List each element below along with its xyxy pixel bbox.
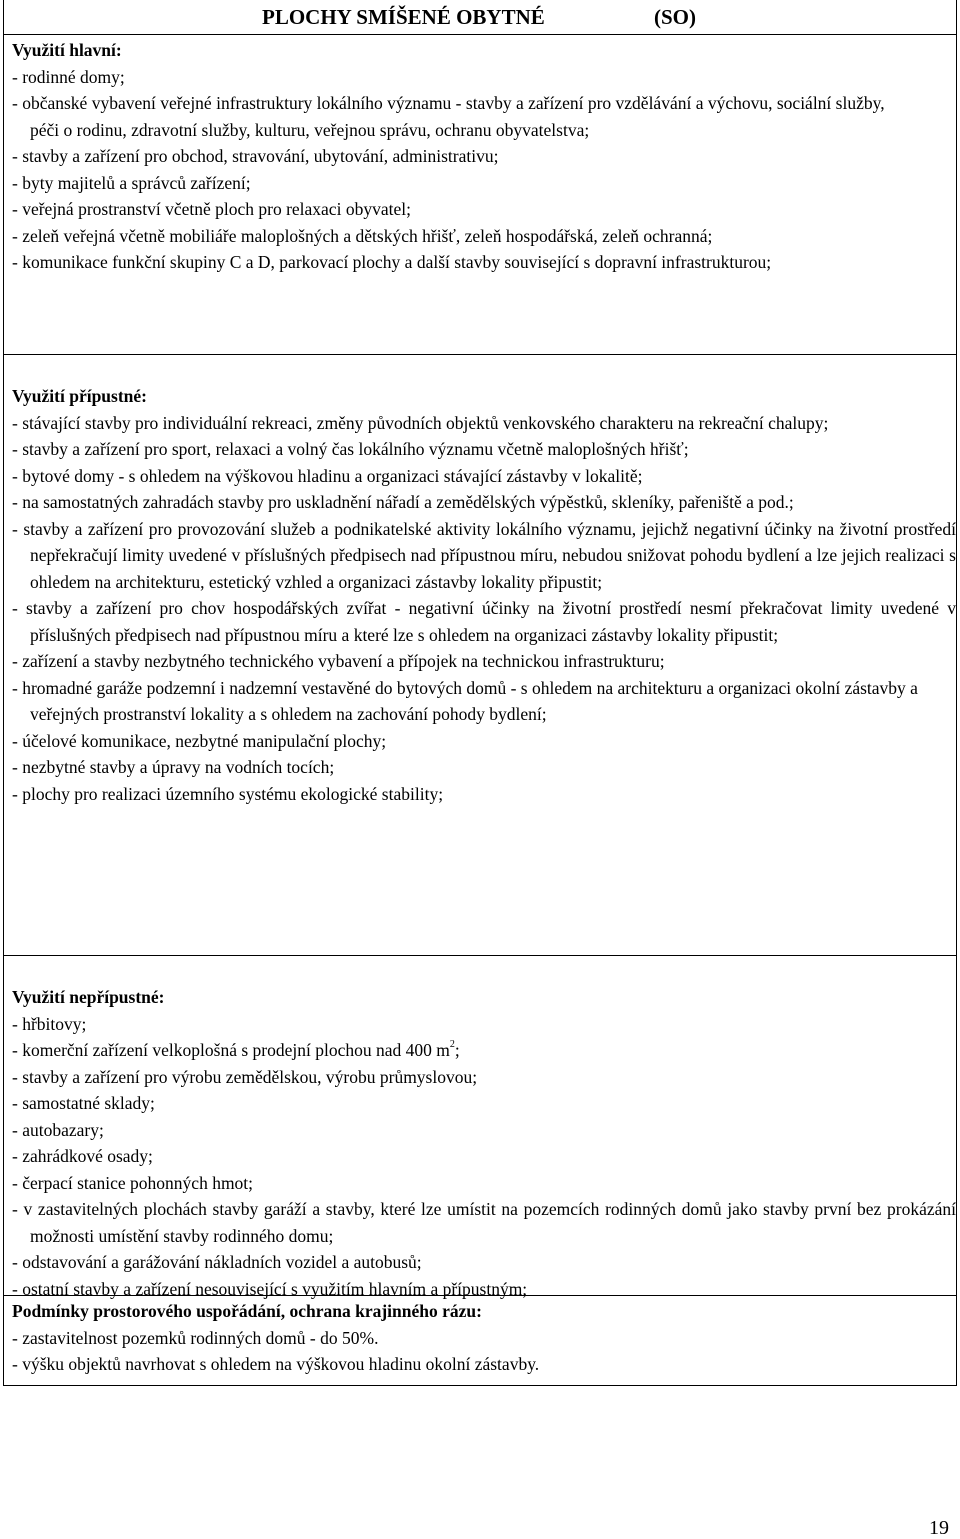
- list-item: - samostatné sklady;: [12, 1093, 155, 1113]
- list-item: - zahrádkové osady;: [12, 1146, 153, 1166]
- list-item: - stávající stavby pro individuální rekreaci, změny původních objektů venkovského charakteru na rekreační chalupy;: [12, 412, 829, 433]
- section-heading: Využití nepřípustné:: [12, 987, 165, 1007]
- section-prohibited-use: [4, 955, 956, 1299]
- list-item: - zeleň veřejná včetně mobiliáře maloplošných a dětských hřišť, zeleň hospodářská, zeleň ochranná;: [12, 225, 713, 246]
- section-spatial-conditions: [4, 1295, 956, 1378]
- section-heading: Využití přípustné:: [12, 386, 148, 406]
- list-item: - stavby a zařízení pro sport, relaxaci a volný čas lokálního významu včetně maloplošných hřišť;: [12, 439, 689, 459]
- title-row: [4, 0, 956, 35]
- list-item: - občanské vybavení veřejné infrastruktury lokálního významu - stavby a zařízení pro vzdělávání a výchovu, sociální služby, péči o rodinu, zdravotní služby, kulturu, veřejnou správu, ochranu obyvatelstva;: [12, 93, 885, 140]
- list-item: - výšku objektů navrhovat s ohledem na výškovou hladinu okolní zástavby.: [12, 1354, 540, 1374]
- list-item: - v zastavitelných plochách stavby garáží a stavby, které lze umístit na pozemcích rodinných domů jako stavby první bez prokázání možnosti umístění stavby rodinného domu;: [12, 1199, 956, 1246]
- list-item: - čerpací stanice pohonných hmot;: [12, 1172, 254, 1193]
- superscript: 2: [449, 1039, 455, 1050]
- list-item: [12, 1037, 956, 1064]
- list-item: - hřbitovy;: [12, 1013, 87, 1034]
- list-item: - nezbytné stavby a úpravy na vodních tocích;: [12, 757, 335, 777]
- list-item: - stavby a zařízení pro provozování služeb a podnikatelské aktivity lokálního významu, jejichž negativní účinky na životní prostředí nepřekračují limity uvedené v příslušných předpisech nad přípustnou míru, nebudou snižovat pohodu bydlení a lze jejich realizaci s ohledem na architekturu, estetický vzhled a organizaci zástavby lokality připustit;: [12, 518, 956, 592]
- list-item-text: - komerční zařízení velkoplošná s prodejní plochou nad 400 m: [12, 1040, 450, 1060]
- section-heading: Podmínky prostorového uspořádání, ochrana krajinného rázu:: [12, 1301, 482, 1321]
- zone-code: (SO): [654, 5, 696, 29]
- list-item: - odstavování a garážování nákladních vozidel a autobusů;: [12, 1252, 422, 1272]
- page-number: 19: [929, 1517, 949, 1539]
- list-item: - komunikace funkční skupiny C a D, parkovací plochy a další stavby související s dopravní infrastrukturou;: [12, 252, 772, 272]
- list-item: - stavby a zařízení pro výrobu zemědělskou, výrobu průmyslovou;: [12, 1066, 478, 1087]
- list-item: - zastavitelnost pozemků rodinných domů - do 50%.: [12, 1327, 379, 1348]
- list-item: - účelové komunikace, nezbytné manipulační plochy;: [12, 730, 387, 751]
- list-item: - na samostatných zahradách stavby pro uskladnění nářadí a zemědělských výpěstků, skleníky, pařeniště a pod.;: [12, 492, 794, 512]
- list-item: - autobazary;: [12, 1119, 104, 1140]
- section-heading: Využití hlavní:: [12, 40, 122, 60]
- list-item: - stavby a zařízení pro chov hospodářských zvířat - negativní účinky na životní prostředí nesmí překračovat limity uvedené v příslušných předpisech nad přípustnou míru a které lze s ohledem na organizaci zástavby lokality připustit;: [12, 598, 956, 645]
- list-item: - veřejná prostranství včetně ploch pro relaxaci obyvatel;: [12, 199, 411, 219]
- list-item: - bytové domy - s ohledem na výškovou hladinu a organizaci stávající zástavby v lokalitě;: [12, 465, 643, 486]
- list-item: - hromadné garáže podzemní i nadzemní vestavěné do bytových domů - s ohledem na architekturu a organizaci okolní zástavby a veřejných prostranství lokality a s ohledem na zachování pohody bydlení;: [12, 677, 918, 724]
- list-item: - stavby a zařízení pro obchod, stravování, ubytování, administrativu;: [12, 146, 499, 166]
- list-item: - zařízení a stavby nezbytného technického vybavení a přípojek na technickou infrastrukturu;: [12, 651, 665, 671]
- regulation-table: [3, 0, 957, 1386]
- section-main-use: [4, 35, 956, 354]
- section-permitted-use: [4, 354, 956, 955]
- list-item-suffix: ;: [454, 1040, 460, 1060]
- list-item: - ostatní stavby a zařízení nesouvisející s využitím hlavním a přípustným;: [12, 1278, 528, 1299]
- page-title: PLOCHY SMÍŠENÉ OBYTNÉ: [262, 5, 545, 29]
- list-item: - byty majitelů a správců zařízení;: [12, 172, 251, 193]
- list-item: - rodinné domy;: [12, 66, 125, 87]
- list-item: - plochy pro realizaci územního systému ekologické stability;: [12, 783, 444, 804]
